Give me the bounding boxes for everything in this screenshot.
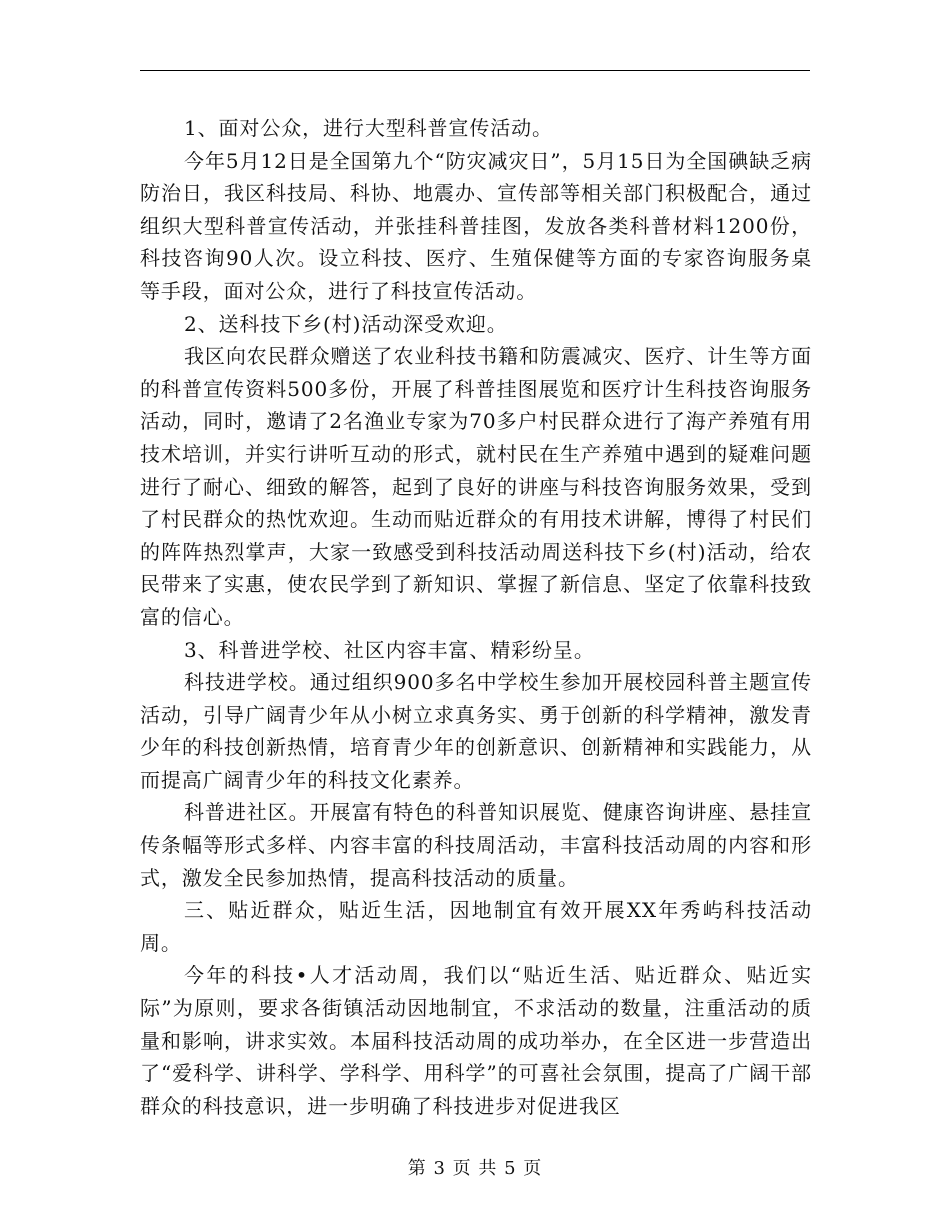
page-number-footer: 第 3 页 共 5 页 xyxy=(407,1158,543,1179)
paragraph-rural-activities: 我区向农民群众赠送了农业科技书籍和防震减灾、医疗、计生等方面的科普宣传资料500多份，开展了科普挂图展览和医疗计生科技咨询服务活动，同时，邀请了2名渔业专家为70多户村民群众进行了海产养殖有用技术培训，并实行讲听互动的形式，就村民在生产养殖中遇到的疑难问题进行了耐心、细致的解答，起到了良好的讲座与科技咨询服务效果，受到了村民群众的热忱欢迎。生动而贴近群众的有用技术讲解，博得了村民们的阵阵热烈掌声，大家一致感受到科技活动周送科技下乡(村)活动，给农民带来了实惠，使农民学到了新知识、掌握了新信息、坚定了依靠科技致富的信心。 xyxy=(140,344,812,629)
section-heading-rural: 2、送科技下乡(村)活动深受欢迎。 xyxy=(184,311,508,336)
paragraph-community: 科普进社区。开展富有特色的科普知识展览、健康咨询讲座、悬挂宣传条幅等形式多样、内容丰富的科技周活动，丰富科技活动周的内容和形式，激发全民参加热情，提高科技活动的质量。 xyxy=(140,800,812,890)
paragraph-disaster-day: 今年5月12日是全国第九个“防灾减灾日”，5月15日为全国碘缺乏病防治日，我区科技局、科协、地震办、宣传部等相关部门积极配合，通过组织大型科普宣传活动，并张挂科普挂图，发放各类科普材料1200份，科技咨询90人次。设立科技、医疗、生殖保健等方面的专家咨询服务桌等手段，面对公众，进行了科技宣传活动。 xyxy=(140,148,812,303)
paragraph-tech-week: 今年的科技•人才活动周，我们以“贴近生活、贴近群众、贴近实际”为原则，要求各街镇活动因地制宜，不求活动的数量，注重活动的质量和影响，讲求实效。本届科技活动周的成功举办，在全区进一步营造出了“爱科学、讲科学、学科学、用科学”的可喜社会氛围，提高了广阔干部群众的科技意识，进一步明确了科技进步对促进我区 xyxy=(140,963,812,1118)
section-heading-public-outreach: 1、面对公众，进行大型科普宣传活动。 xyxy=(184,116,553,140)
paragraph-schools: 科技进学校。通过组织900多名中学校生参加开展校园科普主题宣传活动，引导广阔青少年从小树立求真务实、勇于创新的科学精神，激发青少年的科技创新热情，培育青少年的创新意识、创新精神和实践能力，从而提高广阔青少年的科技文化素养。 xyxy=(140,670,812,792)
header-rule xyxy=(140,70,810,71)
section-heading-school-community: 3、科普进学校、社区内容丰富、精彩纷呈。 xyxy=(184,637,595,662)
document-body xyxy=(140,112,812,1122)
section-heading-closeness: 三、贴近群众，贴近生活，因地制宜有效开展XX年秀屿科技活动周。 xyxy=(140,898,812,955)
